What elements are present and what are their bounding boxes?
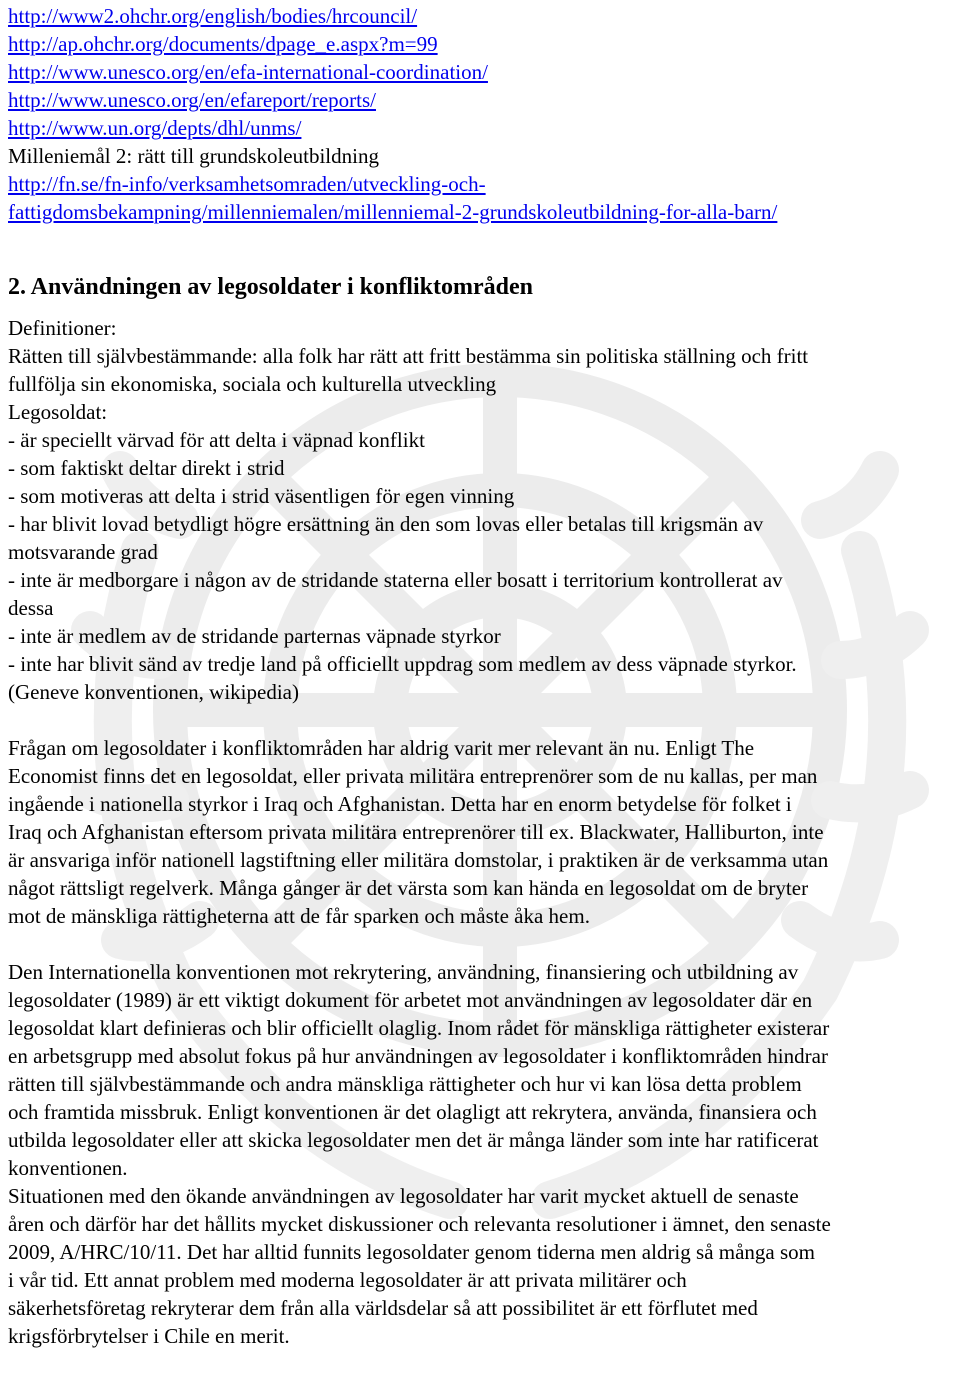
paragraph-line: mot de mänskliga rättigheterna att de får sparken och måste åka hem. <box>8 904 590 928</box>
link-unesco-efa-coordination[interactable]: http://www.unesco.org/en/efa-international-coordination/ <box>8 60 488 84</box>
criteria-line: - som faktiskt deltar direkt i strid <box>8 456 285 480</box>
paragraph-line: 2009, A/HRC/10/11. Det har alltid funnits legosoldater genom tiderna men aldrig så många som <box>8 1240 815 1264</box>
criteria-line: - inte är medlem av de stridande parternas väpnade styrkor <box>8 624 501 648</box>
paragraph-line: legosoldater (1989) är ett viktigt dokument för arbetet mot användningen av legosoldater där en <box>8 988 813 1012</box>
paragraph-line: krigsförbrytelser i Chile en merit. <box>8 1324 290 1348</box>
criteria-line: motsvarande grad <box>8 540 158 564</box>
definition-line: fullfölja sin ekonomiska, sociala och kulturella utveckling <box>8 372 497 396</box>
definition-line: Rätten till självbestämmande: alla folk har rätt att fritt bestämma sin politiska ställning och fritt <box>8 344 809 368</box>
millennium-goal-label: Milleniemål 2: rätt till grundskoleutbildning <box>8 144 379 168</box>
paragraph-line: konventionen. <box>8 1156 128 1180</box>
criteria-line: - som motiveras att delta i strid väsentligen för egen vinning <box>8 484 515 508</box>
paragraph-line: Iraq och Afghanistan eftersom privata militära entreprenörer till ex. Blackwater, Halliburton, inte <box>8 820 824 844</box>
link-ohchr-dpage[interactable]: http://ap.ohchr.org/documents/dpage_e.aspx?m=99 <box>8 32 438 56</box>
criteria-line: - har blivit lovad betydligt högre ersättning än den som lovas eller betalas till krigsmän av <box>8 512 764 536</box>
mercenary-criteria-list <box>8 426 958 706</box>
paragraph-line: i vår tid. Ett annat problem med moderna legosoldater är att privata militärer och <box>8 1268 687 1292</box>
criteria-line: - är speciellt värvad för att delta i väpnad konflikt <box>8 428 425 452</box>
mercenary-label: Legosoldat: <box>8 400 108 424</box>
criteria-line: - inte är medborgare i någon av de stridande staterna eller bosatt i territorium kontrollerat av <box>8 568 783 592</box>
paragraph-line: en arbetsgrupp med absolut fokus på hur användningen av legosoldater i konfliktområden hindrar <box>8 1044 828 1068</box>
paragraph-line: något rättsligt regelverk. Många gånger är det värsta som kan hända en legosoldat om de bryter <box>8 876 809 900</box>
criteria-line: - inte har blivit sänd av tredje land på officiellt uppdrag som medlem av dess väpnade styrkor. <box>8 652 797 676</box>
criteria-line: dessa <box>8 596 54 620</box>
paragraph-line: och framtida missbruk. Enligt konventionen är det olagligt att rekrytera, använda, finansiera och <box>8 1100 817 1124</box>
criteria-line: (Geneve konventionen, wikipedia) <box>8 680 299 704</box>
paragraph-line: säkerhetsföretag rekryterar dem från alla världsdelar så att possibilitet är ett förflutet med <box>8 1296 758 1320</box>
paragraph-line: Den Internationella konventionen mot rekrytering, användning, finansiering och utbildning av <box>8 960 799 984</box>
paragraph-line: åren och därför har det hållits mycket diskussioner och relevanta resolutioner i ämnet, den senaste <box>8 1212 831 1236</box>
paragraph-line: utbilda legosoldater eller att skicka legosoldater men det är många länder som inte har ratificerat <box>8 1128 819 1152</box>
link-fn-millenniemal-line1[interactable]: http://fn.se/fn-info/verksamhetsomraden/utveckling-och- <box>8 172 486 196</box>
paragraph-line: är ansvariga inför nationell lagstiftning eller militära domstolar, i praktiken är de verksamma utan <box>8 848 829 872</box>
paragraph-line: rätten till självbestämmande och andra mänskliga rättigheter och hur vi kan lösa detta problem <box>8 1072 802 1096</box>
self-determination-definition <box>8 342 958 398</box>
link-ohchr-hrcouncil[interactable]: http://www2.ohchr.org/english/bodies/hrcouncil/ <box>8 4 418 28</box>
definitions-label: Definitioner: <box>8 316 117 340</box>
link-unesco-efareport[interactable]: http://www.unesco.org/en/efareport/reports/ <box>8 88 376 112</box>
section-heading: 2. Användningen av legosoldater i konfliktområden <box>8 274 533 300</box>
paragraph-line: Economist finns det en legosoldat, eller privata militära entreprenörer som de nu kallas, per man <box>8 764 818 788</box>
paragraph-situation <box>8 1182 958 1350</box>
link-fn-millenniemal-line2[interactable]: fattigdomsbekampning/millenniemalen/millenniemal-2-grundskoleutbildning-for-alla-barn/ <box>8 200 778 224</box>
paragraph-line: ingående i nationella styrkor i Iraq och Afghanistan. Detta har en enorm betydelse för folket i <box>8 792 792 816</box>
paragraph-line: Situationen med den ökande användningen av legosoldater har varit mycket aktuell de senaste <box>8 1184 799 1208</box>
paragraph-line: legosoldat klart definieras och blir officiellt olaglig. Inom rådet för mänskliga rättigheter existerar <box>8 1016 830 1040</box>
paragraph-line: Frågan om legosoldater i konfliktområden har aldrig varit mer relevant än nu. Enligt The <box>8 736 755 760</box>
paragraph-relevance <box>8 734 958 930</box>
link-un-unms[interactable]: http://www.un.org/depts/dhl/unms/ <box>8 116 302 140</box>
paragraph-convention <box>8 958 958 1182</box>
